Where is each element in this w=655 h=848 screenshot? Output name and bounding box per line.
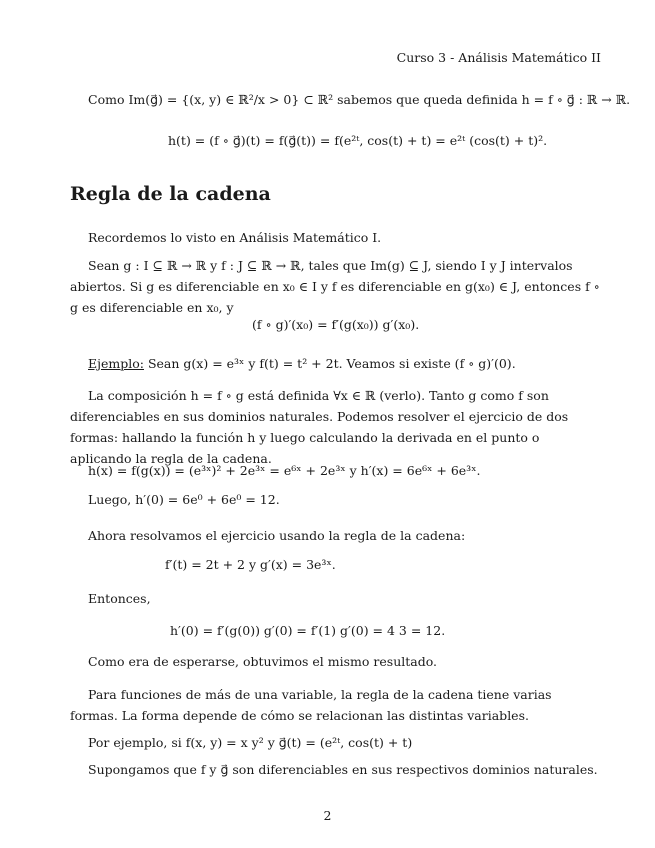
h-equation: h(x) = f(g(x)) = (e³ˣ)² + 2e³ˣ = e⁶ˣ + 2e³ˣ y h′(x) = 6e⁶ˣ + 6e³ˣ. [88, 463, 481, 478]
derivatives-equation: f′(t) = 2t + 2 y g′(x) = 3e³ˣ. [165, 557, 336, 572]
result-line: Como era de esperarse, obtuvimos el mismo resultado. [88, 654, 437, 669]
example-line [88, 356, 516, 371]
example-text: Sean g(x) = e³ˣ y f(t) = t² + 2t. Veamos si existe (f ∘ g)′(0). [144, 356, 516, 371]
luego-line: Luego, h′(0) = 6e⁰ + 6e⁰ = 12. [88, 492, 280, 507]
theorem-equation: (f ∘ g)′(x₀) = f′(g(x₀)) g′(x₀). [252, 317, 420, 332]
multivariable-paragraph: Para funciones de más de una variable, la regla de la cadena tiene varias formas. La forma depende de cómo se relacionan las distintas variables. [70, 687, 552, 723]
entonces-line: Entonces, [88, 591, 151, 606]
composition-paragraph: La composición h = f ∘ g está definida ∀x ∈ ℝ (verlo). Tanto g como f son diferenciables en sus dominios naturales. Podemos resolver el ejercicio de dos formas: hallando la función h y luego calculando la derivada en el punto o aplicando la regla de la cadena. [70, 388, 569, 466]
theorem-paragraph: Sean g : I ⊆ ℝ → ℝ y f : J ⊆ ℝ → ℝ, tales que Im(g) ⊆ J, siendo I y J intervalos abiertos. Si g es diferenciable en x₀ ∈ I y f es diferenciable en g(x₀) ∈ J, entonces f ∘ g es diferenciable en x₀, y [70, 258, 600, 315]
recall-line: Recordemos lo visto en Análisis Matemático I. [88, 230, 382, 245]
assumption-line: Supongamos que f y g⃗ son diferenciables en sus respectivos dominios naturales. [88, 762, 598, 777]
intro-line: Como Im(g⃗) = {(x, y) ∈ ℝ²/x > 0} ⊂ ℝ² sabemos que queda definida h = f ∘ g⃗ : ℝ → ℝ. [88, 92, 631, 107]
section-title: Regla de la cadena [70, 183, 271, 205]
page-header: Curso 3 - Análisis Matemático II [396, 50, 601, 65]
page-number: 2 [323, 808, 332, 823]
ahora-line: Ahora resolvamos el ejercicio usando la regla de la cadena: [88, 528, 466, 543]
final-equation: h′(0) = f′(g(0)) g′(0) = f′(1) g′(0) = 4 3 = 12. [170, 623, 446, 638]
intro-equation: h(t) = (f ∘ g⃗)(t) = f(g⃗(t)) = f(e²ᵗ, cos(t) + t) = e²ᵗ (cos(t) + t)². [168, 133, 548, 148]
example-label: Ejemplo: [88, 356, 144, 371]
example-multivariable-line: Por ejemplo, si f(x, y) = x y² y g⃗(t) = (e²ᵗ, cos(t) + t) [88, 735, 413, 750]
